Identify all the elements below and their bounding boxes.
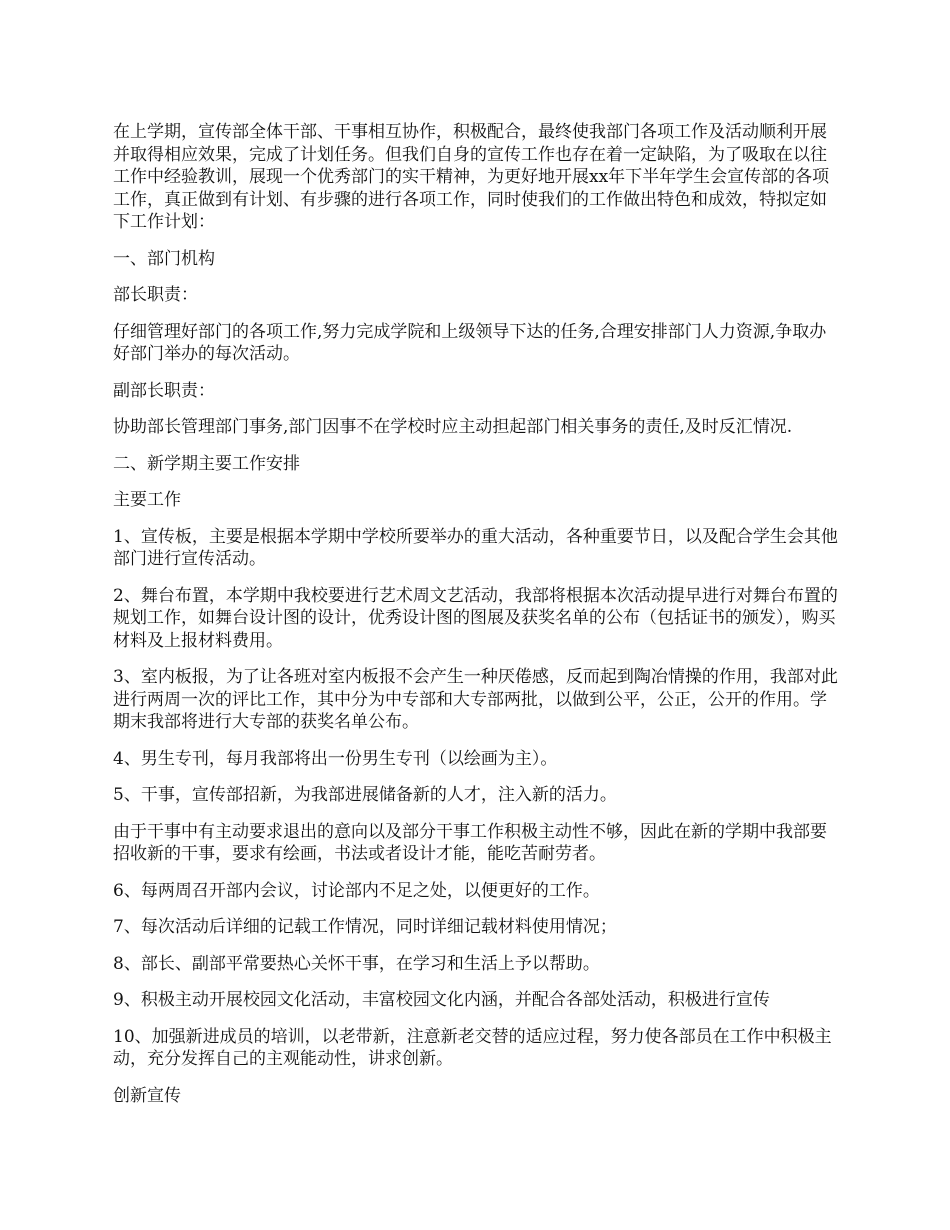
minister-duties-text: 仔细管理好部门的各项工作,努力完成学院和上级领导下达的任务,合理安排部门人力资源,争取办好部门举办的每次活动。 [113,321,827,364]
list-item-10: 10、加强新进成员的培训，以老带新，注意新老交替的适应过程，努力使各部员在工作中积极主动，充分发挥自己的主观能动性，讲求创新。 [113,1026,832,1069]
section-heading-department: 一、部门机构 [113,248,215,269]
document-body [113,121,838,1121]
minister-duties-heading: 部长职责： [113,285,198,305]
list-item-5-note: 由于干事中有主动要求退出的意向以及部分干事工作积极主动性不够，因此在新的学期中我部要招收新的干事，要求有绘画，书法或者设计才能，能吃苦耐劳者。 [113,821,827,864]
list-item-2: 2、舞台布置，本学期中我校要进行艺术周文艺活动，我部将根据本次活动提早进行对舞台布置的规划工作，如舞台设计图的设计，优秀设计图的图展及获奖名单的公布（包括证书的颁发），购买材料及上报材料费用。 [113,585,838,651]
vice-minister-duties-heading: 副部长职责： [113,380,215,401]
list-item-6: 6、每两周召开部内会议，讨论部内不足之处，以便更好的工作。 [113,880,600,901]
vice-minister-duties-text: 协助部长管理部门事务,部门因事不在学校时应主动担起部门相关事务的责任,及时反汇情况. [113,417,793,437]
list-item-4: 4、男生专刊，每月我部将出一份男生专刊（以绘画为主）。 [113,748,558,769]
list-item-5: 5、干事，宣传部招新，为我部进展储备新的人才，注入新的活力。 [113,785,617,805]
main-work-heading: 主要工作 [113,490,181,510]
section-heading-work-plan: 二、新学期主要工作安排 [113,453,300,474]
innovation-heading: 创新宣传 [113,1085,181,1106]
list-item-7: 7、每次活动后详细的记载工作情况，同时详细记载材料使用情况； [113,917,617,937]
intro-paragraph: 在上学期，宣传部全体干部、干事相互协作，积极配合，最终使我部门各项工作及活动顺利开展并取得相应效果，完成了计划任务。但我们自身的宣传工作也存在着一定缺陷，为了吸取在以往工作中经验教训，展现一个优秀部门的实干精神，为更好地开展xx年下半年学生会宣传部的各项工作，真正做到有计划、有步骤的进行各项工作，同时使我们的工作做出特色和成效，特拟定如下工作计划： [113,122,830,232]
list-item-1: 1、宣传板，主要是根据本学期中学校所要举办的重大活动，各种重要节日，以及配合学生会其他部门进行宣传活动。 [113,526,838,569]
list-item-8: 8、部长、副部平常要热心关怀干事，在学习和生活上予以帮助。 [113,953,600,974]
list-item-3: 3、室内板报，为了让各班对室内板报不会产生一种厌倦感，反而起到陶冶情操的作用，我部对此进行两周一次的评比工作，其中分为中专部和大专部两批，以做到公平，公正，公开的作用。学期末我部将进行大专部的获奖名单公布。 [113,667,838,732]
list-item-9: 9、积极主动开展校园文化活动，丰富校园文化内涵，并配合各部处活动，积极进行宣传 [113,990,770,1010]
